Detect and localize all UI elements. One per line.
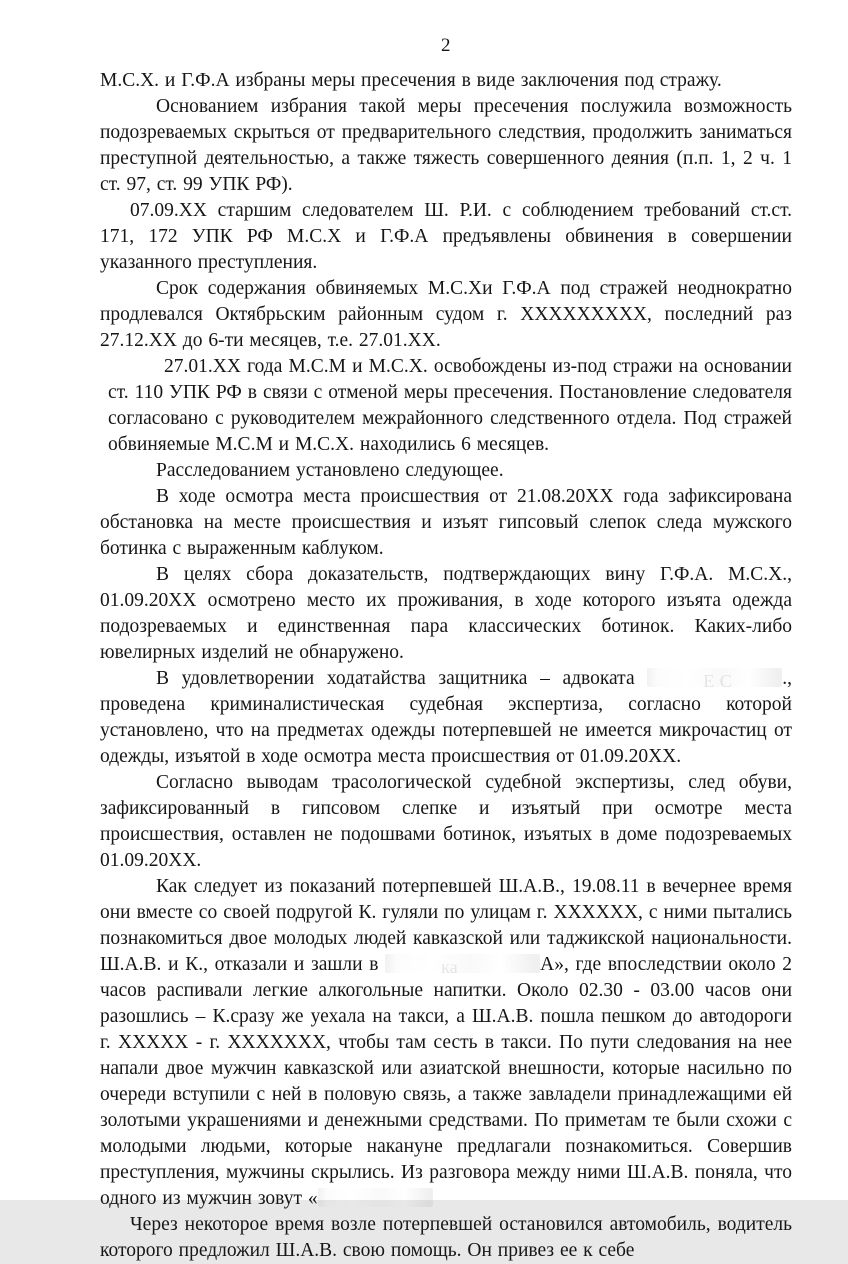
paragraph (100, 1212, 792, 1264)
paragraph (100, 562, 792, 666)
paragraph (100, 198, 792, 276)
paragraph (100, 94, 792, 198)
paragraph-text: Расследованием установлено следующее. (156, 460, 504, 481)
document-body (100, 68, 792, 1264)
paragraph (100, 874, 792, 1212)
paragraph-text: 07.09.ХХ старшим следователем Ш. Р.И. с соблюдением требований ст.ст. 171, 172 УПК РФ М.С.Х и Г.Ф.А предъявлены обвинения в совершении указанного преступления. (100, 200, 792, 273)
paragraph (100, 484, 792, 562)
paragraph (100, 770, 792, 874)
paragraph-text: Основанием избрания такой меры пресечения послужила возможность подозреваемых скрыться от предварительного следствия, продолжить заниматься преступной деятельностью, а также тяжесть совершенного деяния (п.п. 1, 2 ч. 1 ст. 97, ст. 99 УПК РФ). (100, 96, 792, 195)
paragraph-text: Срок содержания обвиняемых М.С.Хи Г.Ф.А под стражей неоднократно продлевался Октябрьским районным судом г. ХХХХХХХХХ, последний раз 27.12.ХХ до 6-ти месяцев, т.е. 27.01.ХХ. (100, 278, 792, 351)
redaction-mark (318, 1188, 433, 1207)
redaction-mark: Е С (647, 668, 782, 687)
paragraph (108, 354, 792, 458)
paragraph-text: А», где впоследствии около 2 часов распивали легкие алкогольные напитки. Около 02.30 - 03.00 часов они разошлись – К.сразу же уехала на такси, а Ш.А.В. пошла пешком до автодороги г. ХХХХХ - г. ХХХХХХХ, чтобы там сесть в такси. По пути следования на нее напали двое мужчин кавказской или азиатской внешности, которые насильно по очереди вступили с ней в половую связь, а также завладели принадлежащими ей золотыми украшениями и денежными средствами. По приметам те были схожи с молодыми людьми, которые накануне предлагали познакомиться. Совершив преступления, мужчины скрылись. Из разговора между ними Ш.А.В. поняла, что одного из мужчин зовут « (100, 954, 793, 1209)
paragraph-text: Через некоторое время возле потерпевшей остановился автомобиль, водитель которого предложил Ш.А.В. свою помощь. Он привез ее к себе (100, 1214, 792, 1261)
paragraph-text: 27.01.ХХ года М.С.М и М.С.Х. освобождены из-под стражи на основании ст. 110 УПК РФ в связи с отменой меры пресечения. Постановление следователя согласовано с руководителем межрайонного следственного отдела. Под стражей обвиняемые М.С.М и М.С.Х. находились 6 месяцев. (108, 356, 792, 455)
paragraph-text: Как следует из показаний потерпевшей Ш.А.В., 19.08.11 в вечернее время они вместе со своей подругой К. гуляли по улицам г. ХХХХХХ, с ними пытались познакомиться двое молодых людей кавказской или таджикской национальности. Ш.А.В. и К., отказали и зашли в (100, 876, 792, 975)
paragraph (100, 276, 792, 354)
paragraph-text: Согласно выводам трасологической судебной экспертизы, след обуви, зафиксированный в гипсовом слепке и изъятый при осмотре места происшествия, оставлен не подошвами ботинок, изъятых в доме подозреваемых 01.09.20ХХ. (100, 772, 792, 871)
paragraph-text: В целях сбора доказательств, подтверждающих вину Г.Ф.А. М.С.Х., 01.09.20ХХ осмотрено место их проживания, в ходе которого изъята одежда подозреваемых и единственная пара классических ботинок. Каких-либо ювелирных изделий не обнаружено. (100, 564, 792, 663)
paragraph (100, 68, 792, 94)
paragraph-text: В удовлетворении ходатайства защитника – адвоката (156, 668, 648, 689)
paragraph-text: В ходе осмотра места происшествия от 21.08.20ХХ года зафиксирована обстановка на месте происшествия и изъят гипсовый слепок следа мужского ботинка с выраженным каблуком. (100, 486, 792, 559)
paragraph-text: М.С.Х. и Г.Ф.А избраны меры пресечения в виде заключения под стражу. (100, 70, 722, 91)
page-number: 2 (441, 35, 451, 56)
document-body-container (100, 34, 792, 1264)
redaction-mark: ка (385, 954, 540, 973)
paragraph (100, 458, 792, 484)
paragraph-text: ., проведена криминалистическая судебная экспертиза, согласно которой установлено, что на предметах одежды потерпевшей не имеется микрочастиц от одежды, изъятой в ходе осмотра места происшествия от 01.09.20ХХ. (100, 668, 792, 767)
paragraph (100, 666, 792, 770)
